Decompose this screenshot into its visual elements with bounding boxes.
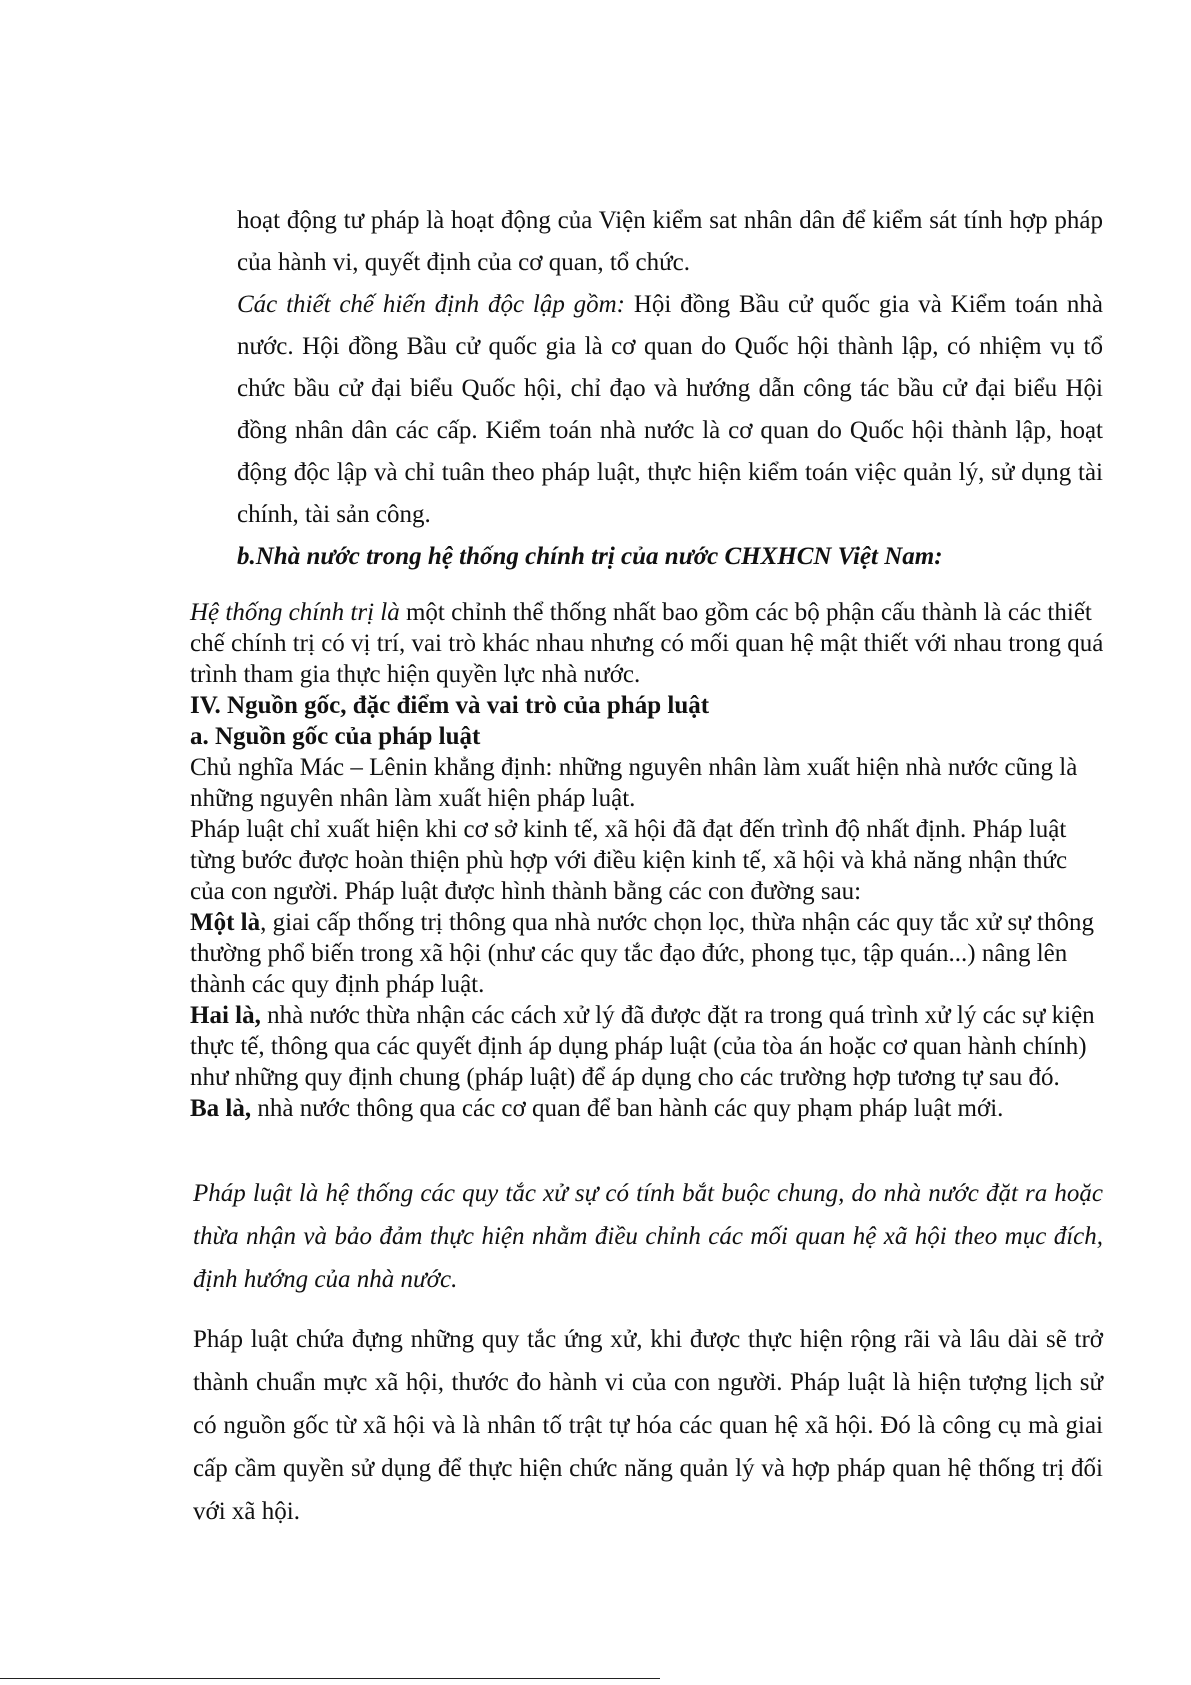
section-law-role [193,1318,1103,1533]
section-origin-of-law [190,597,1105,1124]
heading-section-iv: IV. Nguồn gốc, đặc điểm và vai trò của pháp luật [190,692,710,719]
term-political-system: Hệ thống chính trị là [190,599,400,626]
paragraph-marx-lenin: Chủ nghĩa Mác – Lênin khẳng định: những nguyên nhân làm xuất hiện nhà nước cũng là những nguyên nhân làm xuất hiện pháp luật. [190,754,1078,812]
footer-divider [0,1678,660,1679]
text-first-way: , giai cấp thống trị thông qua nhà nước chọn lọc, thừa nhận các quy tắc xử sự thông thường phổ biến trong xã hội (như các quy tắc đạo đức, phong tục, tập quán...) nâng lên thành các quy định pháp luật. [190,909,1094,998]
heading-state-in-political-system: b.Nhà nước trong hệ thống chính trị của nước CHXHCN Việt Nam: [237,543,943,570]
paragraph-independent-institutions [237,284,1103,536]
paragraph-political-system-text: một chỉnh thể thống nhất bao gồm các bộ phận cấu thành là các thiết chế chính trị có vị trí, vai trò khác nhau nhưng có mối quan hệ mật thiết với nhau trong quá trình tham gia thực hiện quyền lực nhà nước. [190,599,1104,688]
paragraph-independent-institutions-text: Hội đồng Bầu cử quốc gia và Kiểm toán nhà nước. Hội đồng Bầu cử quốc gia là cơ quan do Quốc hội thành lập, có nhiệm vụ tổ chức bầu cử đại biểu Quốc hội, chỉ đạo và hướng dẫn công tác bầu cử đại biểu Hội đồng nhân dân các cấp. Kiểm toán nhà nước là cơ quan do Quốc hội thành lập, hoạt động độc lập và chỉ tuân theo pháp luật, thực hiện kiểm toán việc quản lý, sử dụng tài chính, tài sản công. [237,291,1103,528]
label-second-way: Hai là, [190,1002,261,1029]
section-institutions [237,200,1103,578]
paragraph-law-role: Pháp luật chứa đựng những quy tắc ứng xử, khi được thực hiện rộng rãi và lâu dài sẽ trở thành chuẩn mực xã hội, thước đo hành vi của con người. Pháp luật là hiện tượng lịch sử có nguồn gốc từ xã hội và là nhân tố trật tự hóa các quan hệ xã hội. Đó là công cụ mà giai cấp cầm quyền sử dụng để thực hiện chức năng quản lý và hợp pháp quan hệ thống trị đối với xã hội. [193,1326,1103,1525]
paragraph-judicial-activity: hoạt động tư pháp là hoạt động của Viện kiểm sat nhân dân để kiểm sát tính hợp pháp của hành vi, quyết định của cơ quan, tổ chức. [237,207,1103,276]
section-law-definition [193,1172,1103,1301]
label-third-way: Ba là, [190,1095,252,1122]
paragraph-second-way [190,1000,1105,1093]
label-first-way: Một là [190,909,261,936]
paragraph-political-system [190,597,1105,690]
paragraph-third-way [190,1093,1105,1124]
term-independent-institutions: Các thiết chế hiến định độc lập gồm: [237,291,626,318]
heading-origin-of-law: a. Nguồn gốc của pháp luật [190,723,481,750]
paragraph-first-way [190,907,1105,1000]
paragraph-law-definition: Pháp luật là hệ thống các quy tắc xử sự có tính bắt buộc chung, do nhà nước đặt ra hoặc thừa nhận và bảo đảm thực hiện nhằm điều chỉnh các mối quan hệ xã hội theo mục đích, định hướng của nhà nước. [193,1180,1103,1293]
text-third-way: nhà nước thông qua các cơ quan để ban hành các quy phạm pháp luật mới. [251,1095,1004,1122]
paragraph-law-emergence: Pháp luật chỉ xuất hiện khi cơ sở kinh tế, xã hội đã đạt đến trình độ nhất định. Pháp luật từng bước được hoàn thiện phù hợp với điều kiện kinh tế, xã hội và khả năng nhận thức của con người. Pháp luật được hình thành bằng các con đường sau: [190,816,1068,905]
text-second-way: nhà nước thừa nhận các cách xử lý đã được đặt ra trong quá trình xử lý các sự kiện thực tế, thông qua các quyết định áp dụng pháp luật (của tòa án hoặc cơ quan hành chính) như những quy định chung (pháp luật) để áp dụng cho các trường hợp tương tự sau đó. [190,1002,1095,1091]
